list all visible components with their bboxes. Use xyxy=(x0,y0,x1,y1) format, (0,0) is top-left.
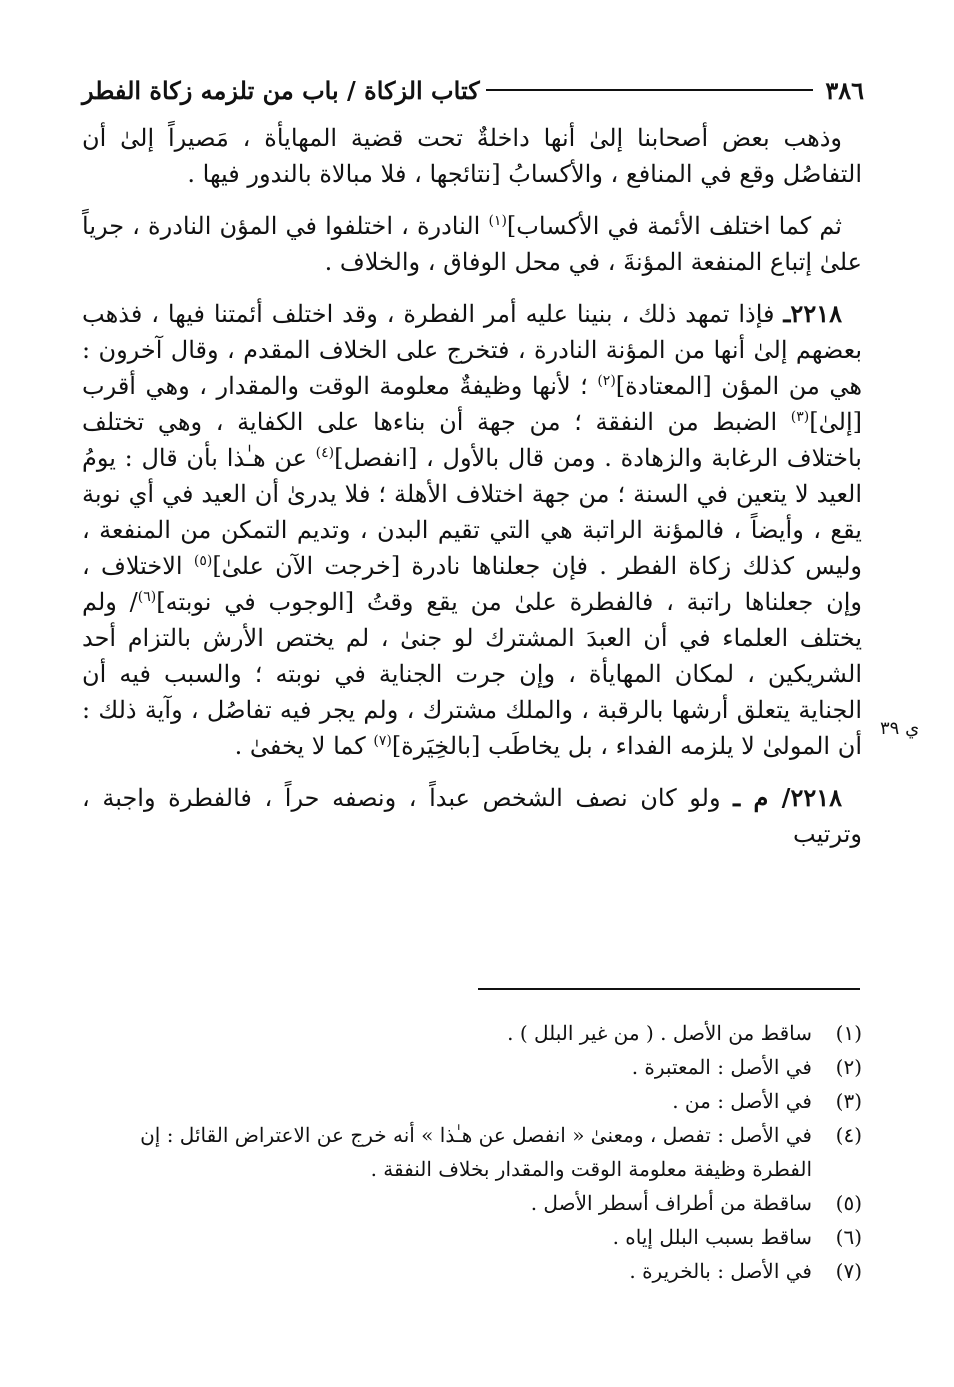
paragraph-2218-part-4: عن هـٰذا بأن قال : يومُ العيد لا يتعين في السنة ؛ من جهة اختلاف الأهلة ؛ فلا يدرىٰ أن العيد في أي نوبة يقع ، وأيضاً ، فالمؤنة الراتبة هي التي تقيم البدن ، وتديم التمكن من المنفعة ، وليس كذلك زكاة الفطر . فإن جعلناها نادرة [خرجت الآن علىٰ] xyxy=(82,444,862,580)
paragraph-2218-part-3: الضبط من النفقة ؛ من جهة أن بناءها على الكفاية ، وهي تختلف باختلاف الرغابة والزهادة . ومن قال بالأول ، [انفصل] xyxy=(82,408,862,472)
paragraph-2218-part-6: / ولم يختلف العلماء في أن العبدَ المشترك لو جنىٰ ، لم يختص الأرش بالتزام أحد الشريكين ، لمكان المهايأة ، وإن جرت الجناية في نوبته ؛ والسبب فيه أن الجناية يتعلق أرشها بالرقبة ، والملك مشترك ، ولم يجر فيه تفاصُل ، وآية ذلك : أن المولىٰ لا يلزمه الفداء ، بل يخاطَب [بالخِيَرة] xyxy=(82,588,862,760)
footnote-text: في الأصل : تفصل ، ومعنىٰ « انفصل عن هـٰذا » أنه خرج عن الاعتراض القائل : إن الفطرة وظيفة معلومة الوقت والمقدار بخلاف النفقة . xyxy=(140,1123,812,1181)
paragraph-2218m xyxy=(82,780,862,852)
footnote-text: ساقط بسبب البلل إياه . xyxy=(612,1225,812,1249)
footnote-ref-7[interactable]: (٧) xyxy=(373,733,392,749)
footnote-ref-6[interactable]: (٦) xyxy=(137,589,157,605)
paragraph-1: وذهب بعض أصحابنا إلىٰ أنها داخلةٌ تحت قضية المهايأة ، مَصيراً إلىٰ أن التفاصُل وقع في المنافع ، والأكسابُ [نتائجها ، فلا مبالاة بالندور فيها . xyxy=(82,124,862,188)
footnote-ref-1[interactable]: (١) xyxy=(488,213,507,229)
footnote-item xyxy=(82,1016,862,1050)
footnote-number: (٢) xyxy=(835,1055,862,1079)
header-title: كتاب الزكاة / باب من تلزمه زكاة الفطر xyxy=(82,75,480,105)
footnote-text: ساقط من الأصل . ( من غير البلل ) . xyxy=(507,1021,812,1045)
footnote-item xyxy=(82,1084,862,1118)
paragraph-2 xyxy=(82,208,862,280)
paragraph-number: ٢٢١٨/ م ـ xyxy=(733,783,842,812)
footnote-number: (٣) xyxy=(835,1089,862,1113)
footnote-number: (١) xyxy=(835,1021,862,1045)
footnote-number: (٧) xyxy=(835,1259,862,1283)
header-rule xyxy=(486,89,814,91)
footnote-item xyxy=(82,1254,862,1288)
footnote-ref-5[interactable]: (٥) xyxy=(193,553,213,569)
paragraph-2-part-1: ثم كما اختلف الأئمة في الأكساب] xyxy=(506,212,842,240)
paragraph-2-part-2: النادرة ، اختلفوا في المؤن النادرة ، جرياً علىٰ إتباع المنفعة المؤنةَ ، في محل الوفاق ، والخلاف . xyxy=(82,212,862,276)
footnote-number: (٤) xyxy=(835,1123,862,1147)
footnote-text: في الأصل : بالخريرة . xyxy=(629,1259,812,1283)
footnote-item xyxy=(82,1118,862,1186)
footnote-number: (٥) xyxy=(835,1191,862,1215)
paragraph-number: ٢٢١٨ـ xyxy=(783,299,842,328)
footnote-item xyxy=(82,1050,862,1084)
body-text xyxy=(82,120,862,868)
paragraph-2218m-text: ولو كان نصف الشخص عبداً ، ونصفه حراً ، فالفطرة واجبة ، وترتيب xyxy=(82,784,862,848)
running-header xyxy=(82,70,864,110)
paragraph-2218 xyxy=(82,296,862,764)
paragraph-2218-part-2: ؛ لأنها وظيفةٌ معلومة الوقت والمقدار ، وهي أقرب [إلىٰ] xyxy=(82,372,862,436)
footnote-text: في الأصل : المعتبرة . xyxy=(631,1055,812,1079)
footnote-ref-3[interactable]: (٣) xyxy=(790,409,810,425)
footnote-number: (٦) xyxy=(835,1225,862,1249)
margin-note: ي ٣٩ xyxy=(880,718,920,739)
paragraph-2218-part-7: كما لا يخفىٰ . xyxy=(234,732,366,760)
footnote-item xyxy=(82,1186,862,1220)
page-number: ٣٨٦ xyxy=(825,75,864,105)
footnote-separator xyxy=(478,988,860,990)
footnote-ref-4[interactable]: (٤) xyxy=(315,445,335,461)
paragraph-2218-part-5: الاختلاف ، وإن جعلناها راتبة ، فالفطرة علىٰ من يقع وقتُ [الوجوب في نوبته] xyxy=(82,552,862,616)
footnote-text: ساقطة من أطراف أسطر الأصل . xyxy=(530,1191,812,1215)
paragraph-2218-part-1: فإذا تمهد ذلك ، بنينا عليه أمر الفطرة ، وقد اختلف أئمتنا فيها ، فذهب بعضهم إلىٰ أنها من المؤنة النادرة ، فتخرج على الخلاف المقدم ، وقال آخرون : هي من المؤن [المعتادة] xyxy=(82,300,862,400)
footnote-text: في الأصل : من . xyxy=(672,1089,812,1113)
footnote-ref-2[interactable]: (٢) xyxy=(597,373,616,389)
footnote-item xyxy=(82,1220,862,1254)
footnotes xyxy=(82,1016,862,1288)
